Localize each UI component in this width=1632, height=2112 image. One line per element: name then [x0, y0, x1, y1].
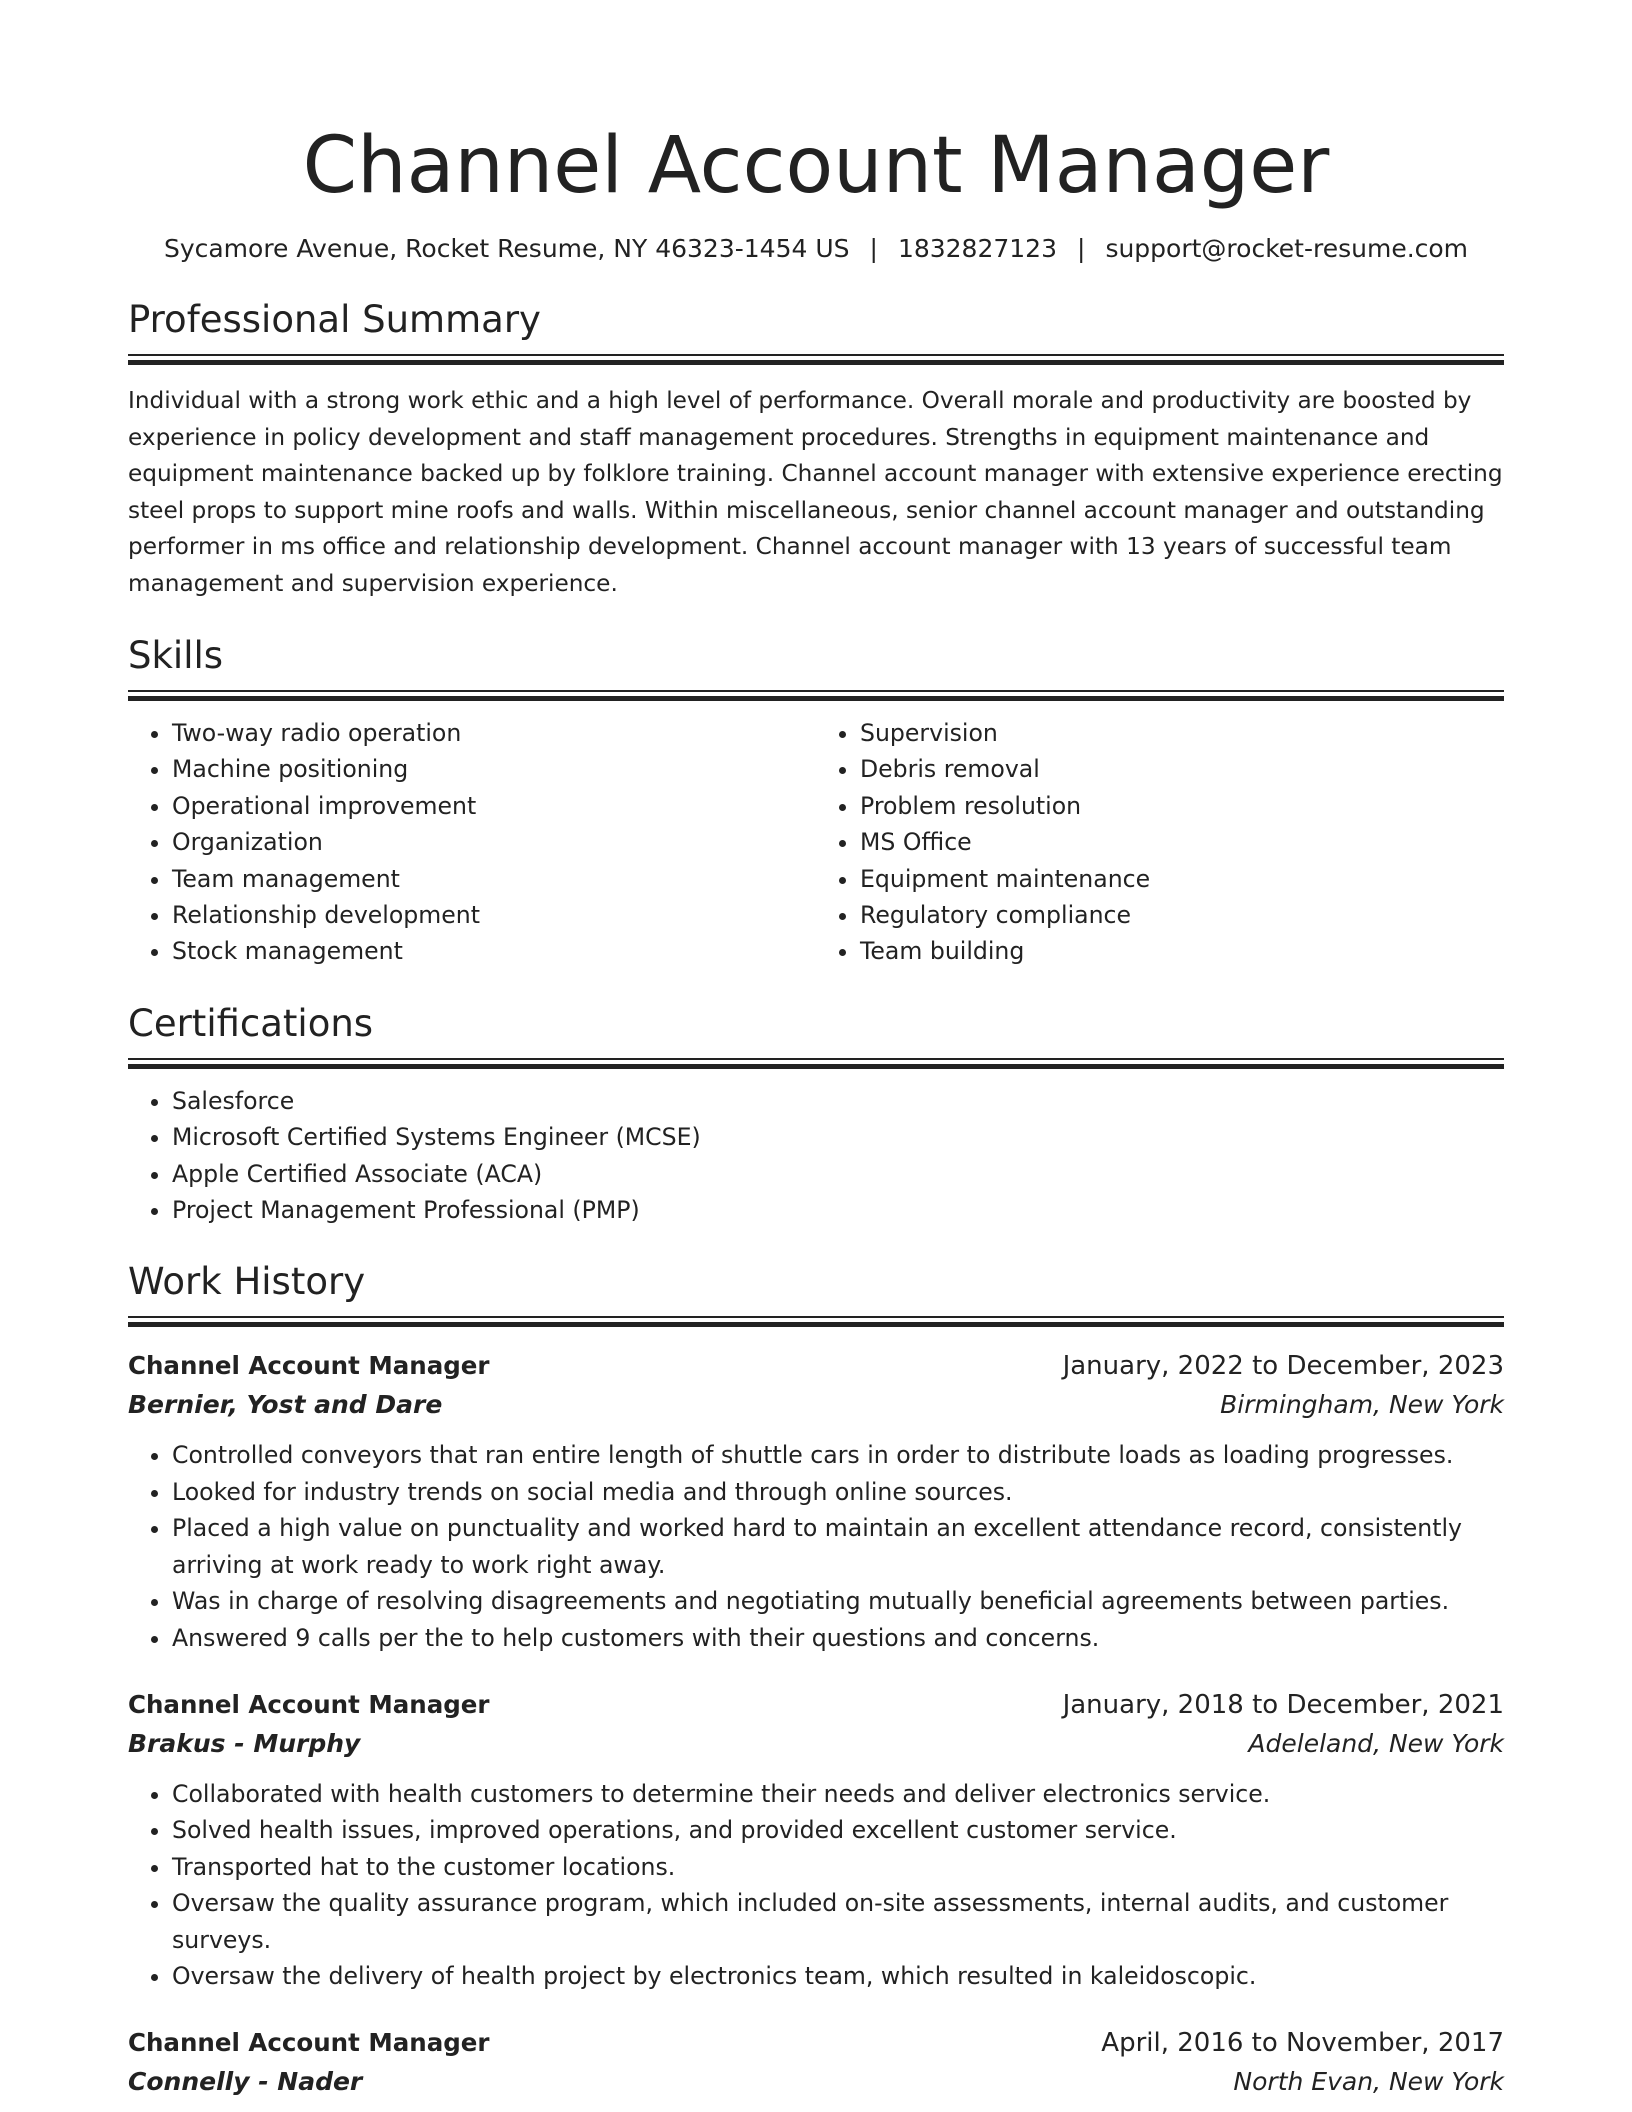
job-bullet: • Oversaw the delivery of health project by electronics team, which resulted in kaleidoscopic. — [172, 1958, 1504, 1994]
job-location: Birmingham, New York — [1220, 1390, 1504, 1420]
section-skills — [128, 632, 1504, 970]
job-subheader — [128, 1724, 1504, 1764]
skills-column-left — [128, 715, 816, 970]
section-title: Work History — [128, 1260, 366, 1304]
job-bullets — [128, 1776, 1504, 1994]
skill-item: • Machine positioning — [172, 751, 816, 787]
certification-item: • Apple Certified Associate (ACA) — [172, 1156, 1504, 1192]
job-bullet: • Solved health issues, improved operations, and provided excellent customer service. — [172, 1812, 1504, 1848]
job-dates: January, 2022 to December, 2023 — [1062, 1351, 1504, 1382]
skill-item: • Equipment maintenance — [860, 861, 1504, 897]
job-header — [128, 1686, 1504, 1724]
contact-line — [128, 232, 1504, 266]
job-bullets — [128, 1437, 1504, 1655]
skill-item: • Two-way radio operation — [172, 715, 816, 751]
skill-item: • Stock management — [172, 933, 816, 969]
job-entry — [128, 1686, 1504, 1994]
job-location: Adeleland, New York — [1248, 1728, 1504, 1758]
job-location: North Evan, New York — [1233, 2067, 1504, 2097]
section-title: Skills — [128, 634, 224, 677]
job-bullet: • Placed a high value on punctuality and worked hard to maintain an excellent attendance record, consistently arriving at work ready to work right away. — [172, 1510, 1504, 1583]
skills-column-right — [816, 715, 1504, 970]
job-dates: April, 2016 to November, 2017 — [1101, 2028, 1504, 2059]
job-company: Brakus - Murphy — [128, 1728, 361, 1758]
section-divider — [128, 1058, 1504, 1069]
job-entry — [128, 2024, 1504, 2102]
contact-email: support@rocket-resume.com — [1105, 234, 1469, 263]
job-entry — [128, 1347, 1504, 1655]
skills-grid — [128, 701, 1504, 970]
contact-separator: | — [1077, 234, 1086, 263]
job-title: Channel Account Manager — [128, 1351, 490, 1381]
job-bullet: • Controlled conveyors that ran entire length of shuttle cars in order to distribute loads as loading progresses. — [172, 1437, 1504, 1473]
page-title: Channel Account Manager — [302, 121, 1330, 211]
job-bullet: • Looked for industry trends on social media and through online sources. — [172, 1474, 1504, 1510]
contact-phone: 1832827123 — [897, 234, 1057, 263]
section-divider — [128, 354, 1504, 365]
job-company: Connelly - Nader — [128, 2067, 363, 2097]
skill-item: • Supervision — [860, 715, 1504, 751]
skill-item: • Relationship development — [172, 897, 816, 933]
job-bullet: • Oversaw the quality assurance program, which included on-site assessments, internal audits, and customer surveys. — [172, 1885, 1504, 1958]
job-company: Bernier, Yost and Dare — [128, 1390, 443, 1420]
skill-item: • Regulatory compliance — [860, 897, 1504, 933]
job-subheader — [128, 1385, 1504, 1425]
skill-item: • Problem resolution — [860, 788, 1504, 824]
job-title: Channel Account Manager — [128, 1689, 490, 1719]
section-professional-summary — [128, 296, 1504, 602]
section-divider — [128, 690, 1504, 701]
job-bullet: • Answered 9 calls per the to help customers with their questions and concerns. — [172, 1620, 1504, 1656]
job-bullet: • Collaborated with health customers to determine their needs and deliver electronics service. — [172, 1776, 1504, 1812]
certification-item: • Project Management Professional (PMP) — [172, 1192, 1504, 1228]
certifications-list — [128, 1083, 1504, 1229]
section-divider — [128, 1316, 1504, 1327]
summary-text: Individual with a strong work ethic and a high level of performance. Overall morale and productivity are boosted by experience in policy development and staff management procedures. Strengths in equipment maintenance and equipment maintenance backed up by folklore training. Channel account manager with extensive experience erecting steel props to support mine roofs and walls. Within miscellaneous, senior channel account manager and outstanding performer in ms office and relationship development. Channel account manager with 13 years of successful team management and supervision experience. — [128, 387, 1503, 597]
job-bullet: • Was in charge of resolving disagreements and negotiating mutually beneficial agreements between parties. — [172, 1583, 1504, 1619]
skill-item: • Organization — [172, 824, 816, 860]
section-work-history — [128, 1258, 1504, 2102]
skill-item: • Team building — [860, 933, 1504, 969]
contact-separator: | — [869, 234, 878, 263]
contact-address: Sycamore Avenue, Rocket Resume, NY 46323-1454 US — [163, 234, 850, 263]
section-certifications — [128, 1000, 1504, 1229]
skill-item: • Operational improvement — [172, 788, 816, 824]
skill-item: • Team management — [172, 861, 816, 897]
job-title: Channel Account Manager — [128, 2028, 490, 2058]
section-title: Professional Summary — [128, 298, 541, 341]
job-subheader — [128, 2062, 1504, 2102]
job-header — [128, 1347, 1504, 1385]
certification-item: • Microsoft Certified Systems Engineer (MCSE) — [172, 1119, 1504, 1155]
section-title: Certifications — [128, 1001, 374, 1045]
job-bullet: • Transported hat to the customer locations. — [172, 1849, 1504, 1885]
skill-item: • Debris removal — [860, 751, 1504, 787]
skill-item: • MS Office — [860, 824, 1504, 860]
job-header — [128, 2024, 1504, 2062]
job-dates: January, 2018 to December, 2021 — [1062, 1689, 1504, 1720]
certification-item: • Salesforce — [172, 1083, 1504, 1119]
